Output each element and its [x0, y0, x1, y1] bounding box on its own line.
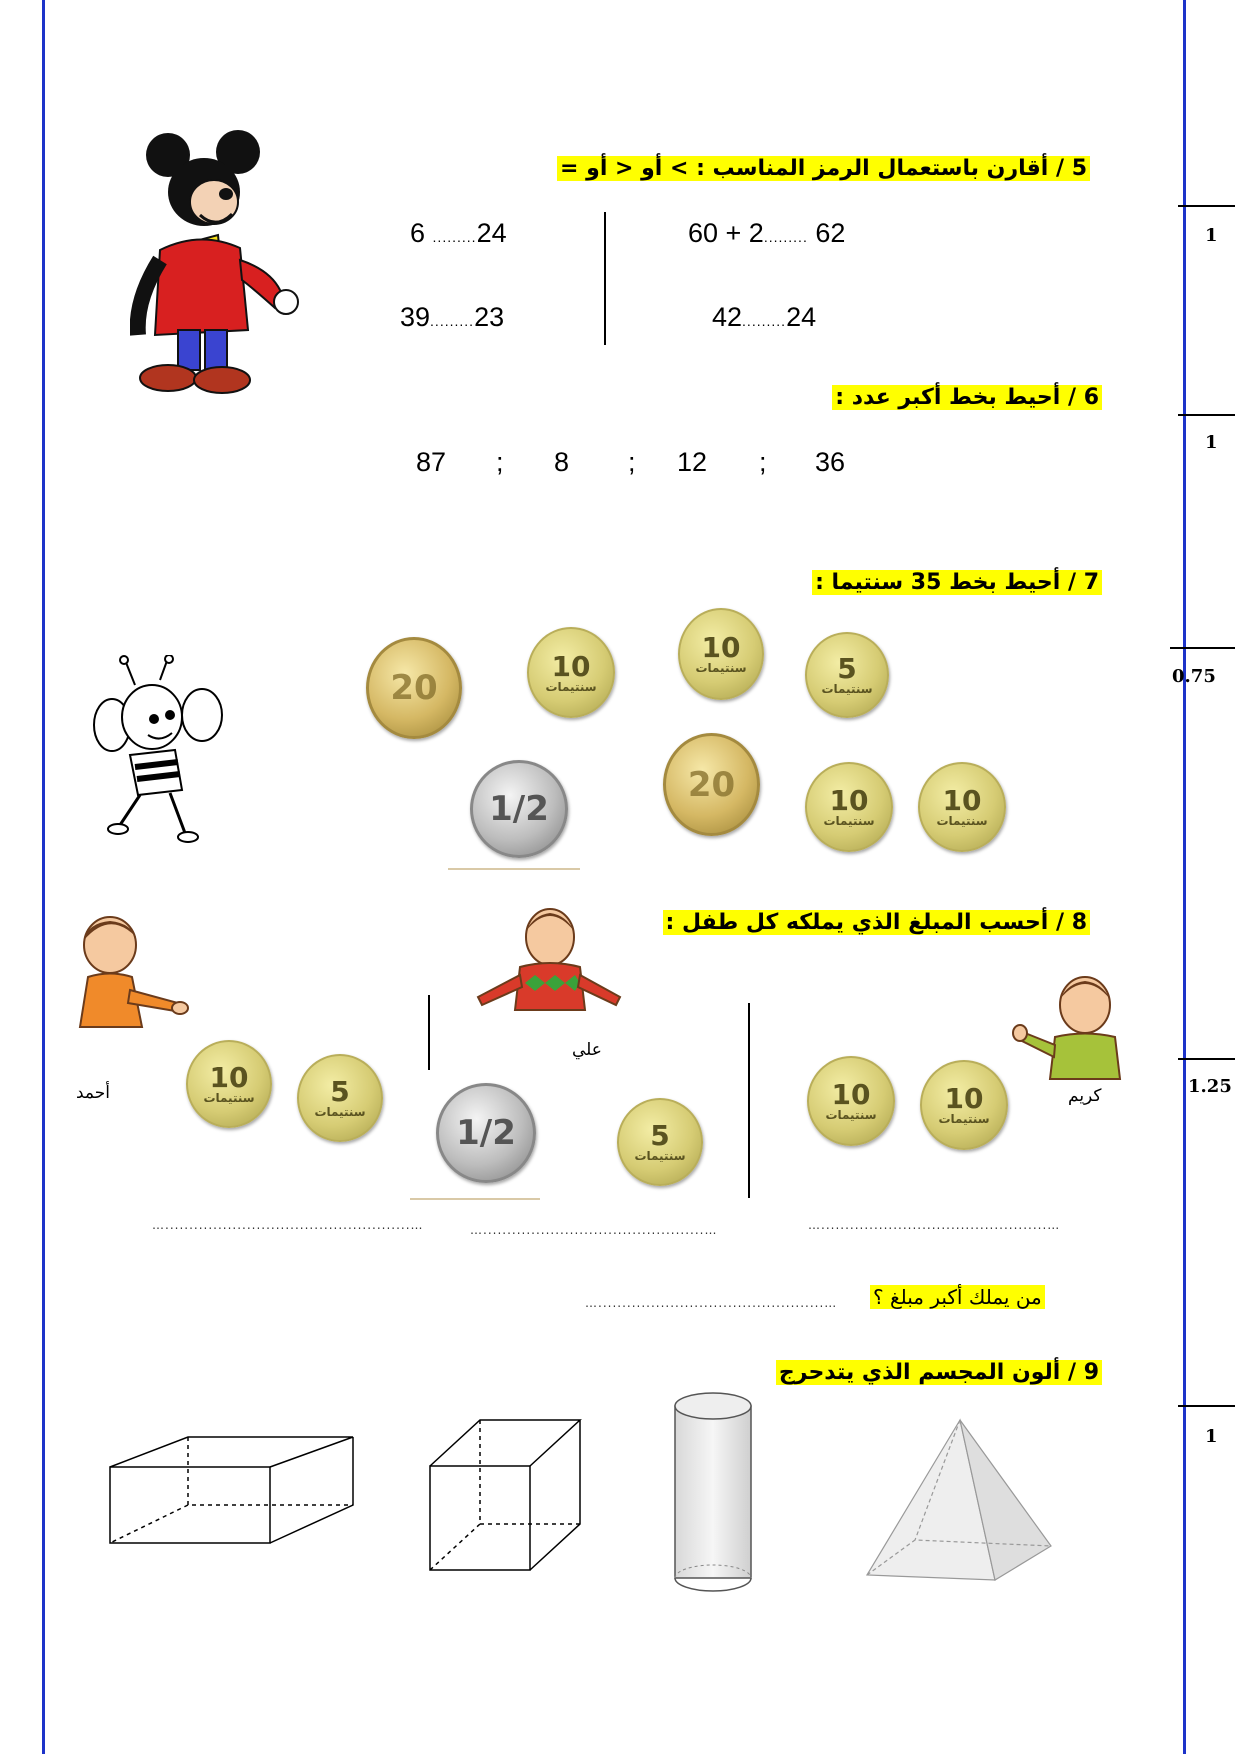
q5-compare-left-2	[400, 302, 504, 333]
q6-number[interactable]: 8	[554, 447, 570, 477]
q7-title-text: 7 / أحيط بخط 35 سنتيما :	[812, 570, 1102, 595]
coin-value: 1/2	[489, 789, 549, 829]
q5-left-2-blank[interactable]: .........	[430, 313, 475, 329]
coin-word: سنتيمات	[938, 1112, 990, 1126]
bee-illustration	[90, 655, 230, 845]
pyramid-shape[interactable]	[865, 1418, 1055, 1583]
q5-compare-right-1	[688, 218, 845, 249]
coin-10-centimes[interactable]	[807, 1056, 895, 1146]
q5-left-1-a: 6	[410, 218, 426, 248]
coin-shadow	[448, 868, 580, 870]
q8-title-text: 8 / أحسب المبلغ الذي يملكه كل طفل :	[663, 910, 1090, 935]
coin-value: 5	[330, 1075, 350, 1108]
q5-right-1-blank[interactable]: .........	[763, 229, 808, 245]
score-divider	[1178, 1405, 1235, 1407]
coin-10-centimes[interactable]	[678, 608, 764, 700]
q5-compare-left-1	[410, 218, 507, 249]
coin-10-centimes[interactable]	[805, 762, 893, 852]
q6-separator: ;	[628, 447, 636, 477]
score-divider	[1170, 647, 1235, 649]
coin-value: 10	[829, 784, 869, 817]
score-q6: 1	[1205, 432, 1218, 453]
q6-number[interactable]: 36	[815, 447, 846, 477]
q5-right-1-b: 62	[815, 218, 846, 248]
q6-number[interactable]: 87	[416, 447, 447, 477]
coin-5-centimes[interactable]	[617, 1098, 703, 1186]
coin-10-centimes[interactable]	[918, 762, 1006, 852]
coin-half-dirham[interactable]	[436, 1083, 536, 1183]
q5-title	[557, 156, 1090, 181]
boy-ahmed-illustration	[70, 915, 190, 1030]
q5-title-text: 5 / أقارن باستعمال الرمز المناسب : > أو < أو =	[557, 156, 1090, 181]
q5-compare-right-2	[712, 302, 816, 333]
coin-shadow	[410, 1198, 540, 1200]
q8-question-text: من يملك أكبر مبلغ ؟	[870, 1285, 1045, 1309]
score-q7: 0.75	[1172, 666, 1216, 687]
coin-value: 10	[942, 784, 982, 817]
answer-line-most[interactable]: …...............................................…	[585, 1296, 838, 1310]
boy-karim-illustration	[1010, 975, 1125, 1080]
score-q9: 1	[1205, 1426, 1218, 1447]
q5-right-2-b: 24	[786, 302, 817, 332]
coin-word: سنتيمات	[203, 1091, 255, 1105]
q5-column-divider	[604, 212, 606, 345]
rectangular-prism-shape[interactable]	[108, 1435, 358, 1545]
child-name-ahmed: أحمد	[76, 1083, 110, 1103]
coin-5-centimes[interactable]	[297, 1054, 383, 1142]
q5-right-2-blank[interactable]: .........	[742, 313, 787, 329]
coin-word: سنتيمات	[545, 679, 597, 694]
q6-number[interactable]: 12	[677, 447, 708, 477]
coin-word: سنتيمات	[823, 814, 875, 828]
q8-divider	[748, 1003, 750, 1198]
coin-word: سنتيمات	[821, 682, 873, 696]
q5-left-1-b: 24	[476, 218, 507, 248]
cube-shape[interactable]	[428, 1418, 583, 1573]
coin-20-centimes[interactable]	[663, 733, 760, 836]
coin-value: 20	[390, 668, 438, 708]
coin-10-centimes[interactable]	[527, 627, 615, 718]
q6-separator: ;	[496, 447, 504, 477]
q5-right-1-a: 60 + 2	[688, 218, 764, 248]
coin-value: 20	[687, 764, 736, 805]
q6-title-text: 6 / أحيط بخط أكبر عدد :	[832, 385, 1102, 410]
answer-line-karim[interactable]: …...............................................…	[808, 1218, 1061, 1232]
coin-value: 10	[831, 1078, 871, 1111]
q5-left-2-a: 39	[400, 302, 431, 332]
right-border-line	[1183, 0, 1186, 1754]
coin-value: 5	[650, 1119, 670, 1152]
left-border-line	[42, 0, 45, 1754]
mickey-illustration	[130, 130, 300, 395]
score-divider	[1178, 205, 1235, 207]
coin-word: سنتيمات	[936, 814, 988, 828]
coin-value: 10	[209, 1061, 249, 1094]
coin-value: 10	[944, 1082, 984, 1115]
child-name-karim: كريم	[1068, 1086, 1102, 1106]
score-q5: 1	[1205, 225, 1218, 246]
q9-title	[776, 1360, 1102, 1385]
coin-value: 10	[551, 649, 591, 683]
q8-title	[663, 910, 1090, 935]
coin-word: سنتيمات	[634, 1149, 686, 1163]
q5-left-2-b: 23	[474, 302, 505, 332]
boy-ali-illustration	[470, 905, 630, 1015]
score-q8: 1.25	[1188, 1076, 1232, 1097]
coin-value: 10	[701, 631, 741, 664]
q6-title	[832, 385, 1102, 410]
coin-value: 5	[837, 652, 857, 685]
score-divider	[1178, 1058, 1235, 1060]
child-name-ali: علي	[572, 1040, 602, 1060]
coin-half-dirham[interactable]	[470, 760, 568, 858]
coin-20-centimes[interactable]	[366, 637, 462, 739]
q8-question	[870, 1285, 1045, 1309]
coin-value: 1/2	[456, 1113, 516, 1153]
coin-5-centimes[interactable]	[805, 632, 889, 718]
coin-10-centimes[interactable]	[186, 1040, 272, 1128]
answer-line-ahmed[interactable]: …...................................................…	[152, 1218, 424, 1232]
coin-word: سنتيمات	[825, 1108, 877, 1122]
q8-divider	[428, 995, 430, 1070]
q5-left-1-blank[interactable]: .........	[432, 229, 477, 245]
coin-word: سنتيمات	[695, 661, 747, 675]
q5-right-2-a: 42	[712, 302, 743, 332]
coin-10-centimes[interactable]	[920, 1060, 1008, 1150]
coin-word: سنتيمات	[314, 1105, 366, 1119]
q9-title-text: 9 / ألون المجسم الذي يتدحرج	[776, 1360, 1102, 1385]
answer-line-ali[interactable]: …..............................................…	[470, 1223, 718, 1237]
cylinder-shape[interactable]	[672, 1390, 754, 1595]
q6-separator: ;	[759, 447, 767, 477]
score-divider	[1178, 414, 1235, 416]
q7-title	[812, 570, 1102, 595]
